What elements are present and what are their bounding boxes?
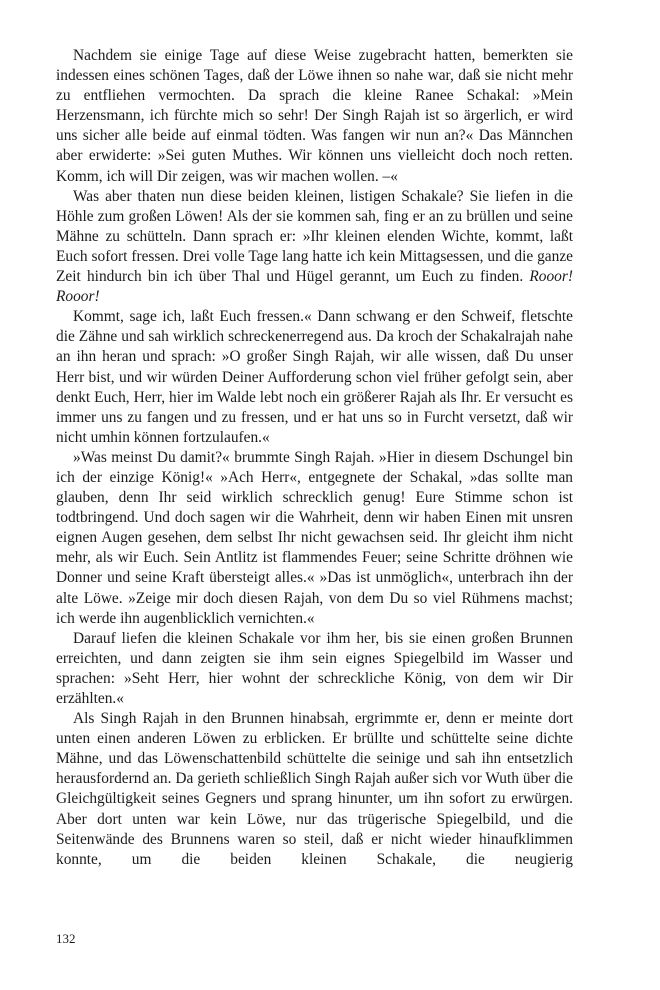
paragraph-5-text: Darauf liefen die kleinen Schakale vor ihm her, bis sie einen großen Brunnen erreichten, und dann zeigten sie ihm sein eignes Spiegelbild im Wasser und sprachen: »Seht Herr, hier wohnt der schreckliche König, von dem wir Dir erzählten.« <box>56 629 573 707</box>
paragraph-2 <box>56 187 573 308</box>
paragraph-2-emphasis: Rooor! Rooor! <box>56 268 573 306</box>
body-text <box>56 46 573 870</box>
paragraph-6-text: Als Singh Rajah in den Brunnen hinabsah, ergrimmte er, denn er meinte dort unten einen anderen Löwen zu erblicken. Er brüllte und schüttelte seine dichte Mähne, und das Löwenschattenbild schüttelte die seinige und sah ihn entsetzlich herausfordernd an. Da gerieth schließlich Singh Rajah außer sich vor Wuth über die Gleichgültigkeit seines Gegners und sprang hinunter, um ihn sofort zu erwürgen. Aber dort unten war kein Löwe, nur das trügerische Spiegelbild, und die Seitenwände des Brunnens waren so steil, daß er nicht wieder hinaufklimmen konnte, um die beiden kleinen Schakale, die neugierig <box>56 710 573 868</box>
page-number: 132 <box>56 931 76 946</box>
paragraph-4-text: »Was meinst Du damit?« brummte Singh Rajah. »Hier in diesem Dschungel bin ich der einzige König!« »Ach Herr«, entgegnete der Schakal, »das sollte man glauben, denn Ihr seid wirklich schrecklich genug! Eure Stimme schon ist todtbringend. Und doch sagen wir die Wahrheit, denn wir haben Einen mit unsren eignen Augen gesehen, dem selbst Ihr nicht gewachsen seid. Ihr gleicht ihm nicht mehr, als wir Euch. Sein Antlitz ist flammendes Feuer; seine Schritte dröhnen wie Donner und seine Kraft übersteigt alles.« »Das ist unmöglich«, unterbrach ihn der alte Löwe. »Zeige mir doch diesen Rajah, von dem Du so viel Rühmens machst; ich werde ihn augenblicklich vernichten.« <box>56 448 573 627</box>
paragraph-6 <box>56 709 573 870</box>
paragraph-1 <box>56 46 573 187</box>
paragraph-4 <box>56 448 573 629</box>
paragraph-3 <box>56 307 573 448</box>
paragraph-5 <box>56 629 573 709</box>
paragraph-3-text: Kommt, sage ich, laßt Euch fressen.« Dann schwang er den Schweif, fletschte die Zähne und sah wirklich schreckenerregend aus. Da kroch der Schakalrajah nahe an ihn heran und sprach: »O großer Singh Rajah, wir alle wissen, daß Du unser Herr bist, und wir würden Deiner Aufforderung schon viel früher gefolgt sein, aber denkt Euch, Herr, hier im Walde lebt noch ein größerer Rajah als Ihr. Er versucht es immer uns zu fangen und zu fressen, und er hat uns so in Furcht versetzt, daß wir nicht umhin können fortzulaufen.« <box>56 308 573 446</box>
paragraph-1-text: Nachdem sie einige Tage auf diese Weise zugebracht hatten, bemerkten sie indessen eines schönen Tages, daß der Löwe ihnen so nahe war, daß sie nicht mehr zu entfliehen vermochten. Da sprach die kleine Ranee Schakal: »Mein Herzensmann, ich fürchte mich so sehr! Der Singh Rajah ist so ärgerlich, er wird uns sicher alle beide auf einmal tödten. Was fangen wir nun an?« Das Männchen aber erwiderte: »Sei guten Muthes. Wir können uns vielleicht doch noch retten. Komm, ich will Dir zeigen, was wir machen wollen. –« <box>56 47 573 185</box>
paragraph-2-text: Was aber thaten nun diese beiden kleinen, listigen Schakale? Sie liefen in die Höhle zum großen Löwen! Als der sie kommen sah, fing er an zu brüllen und seine Mähne zu schütteln. Dann sprach er: »Ihr kleinen elenden Wichte, kommt, laßt Euch sofort fressen. Drei volle Tage lang hatte ich kein Mittagsessen, und die ganze Zeit hindurch bin ich über Thal und Hügel gerannt, um Euch zu finden. <box>56 187 573 286</box>
